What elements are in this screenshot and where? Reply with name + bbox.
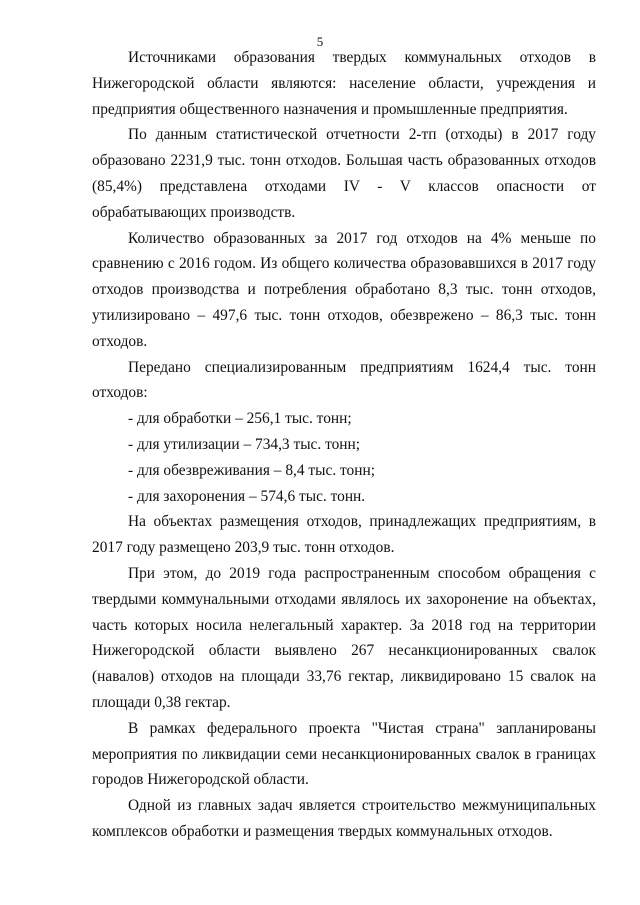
document-body <box>92 45 596 845</box>
list-item-burial: - для захоронения – 574,6 тыс. тонн. <box>128 487 366 505</box>
transfer-list <box>92 406 596 509</box>
paragraph-main-tasks: Одной из главных задач является строительство межмуниципальных комплексов обработки и размещения твердых коммунальных отходов. <box>92 797 596 840</box>
list-item-processing: - для обработки – 256,1 тыс. тонн; <box>128 410 352 428</box>
paragraph-transferred-waste: Передано специализированным предприятиям 1624,4 тыс. тонн отходов: <box>92 358 596 402</box>
paragraph-waste-comparison: Количество образованных за 2017 год отходов на 4% меньше по сравнению с 2016 годом. Из общего количества образовавшихся в 2017 году отходов производства и потребления обработано 8,3 тыс. тонн отходов, утилизировано – 497,6 тыс. тонн отходов, обезврежено – 86,3 тыс. тонн отходов. <box>92 229 596 350</box>
page-number: 5 <box>316 34 324 49</box>
list-item-utilization: - для утилизации – 734,3 тыс. тонн; <box>128 435 361 453</box>
list-item-neutralization: - для обезвреживания – 8,4 тыс. тонн; <box>128 461 375 479</box>
paragraph-illegal-dumps: При этом, до 2019 года распространенным способом обращения с твердыми коммунальными отходами являлось их захоронение на объектах, часть которых носила нелегальный характер. За 2018 год на территории Нижегородской области выявлено 267 несанкционированных свалок (навалов) отходов на площади 33,76 гектар, ликвидировано 15 свалок на площади 0,38 гектар. <box>92 564 596 711</box>
paragraph-placement-facilities: На объектах размещения отходов, принадлежащих предприятиям, в 2017 году размещено 203,9 тыс. тонн отходов. <box>92 513 596 557</box>
paragraph-statistics-2017: По данным статистической отчетности 2-тп (отходы) в 2017 году образовано 2231,9 тыс. тонн отходов. Большая часть образованных отходов (85,4%) представлена отходами IV - V классов опасности от обрабатывающих производств. <box>92 126 596 221</box>
paragraph-clean-country-project: В рамках федерального проекта "Чистая страна" запланированы мероприятия по ликвидации семи несанкционированных свалок в границах городов Нижегородской области. <box>92 719 596 789</box>
paragraph-waste-sources: Источниками образования твердых коммунальных отходов в Нижегородской области являются: население области, учреждения и предприятия общественного назначения и промышленные предприятия. <box>92 49 596 118</box>
